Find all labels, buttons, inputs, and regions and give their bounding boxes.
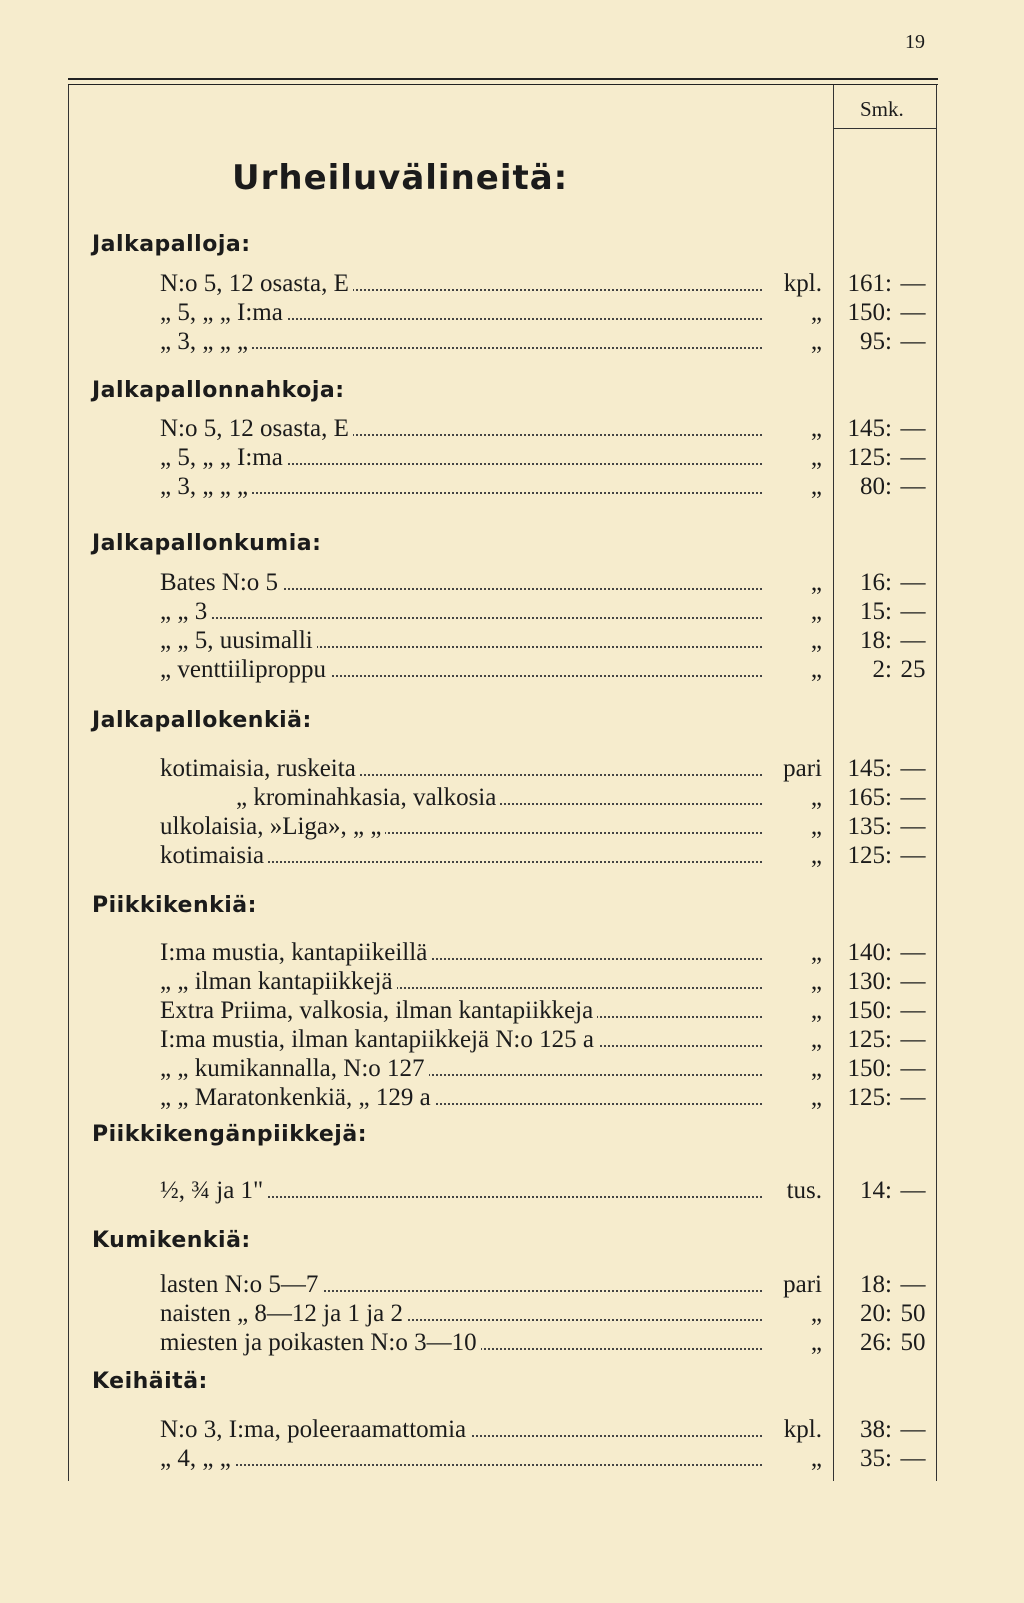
item-unit: pari xyxy=(783,755,822,782)
price-markka: 135: xyxy=(847,813,892,840)
item-description xyxy=(160,1054,762,1083)
item-description xyxy=(236,783,762,812)
price-pennia: — xyxy=(900,1271,926,1298)
price-pennia: — xyxy=(900,1445,926,1472)
price-markka: 26: xyxy=(860,1329,892,1356)
list-item xyxy=(160,1328,762,1357)
item-description xyxy=(160,841,762,870)
list-item xyxy=(160,327,762,356)
table-right-border xyxy=(936,85,937,1481)
list-item xyxy=(160,655,762,684)
price-markka: 150: xyxy=(847,1055,892,1082)
item-description xyxy=(160,996,762,1025)
price-markka: 145: xyxy=(847,415,892,442)
list-item xyxy=(160,1299,762,1328)
item-unit: „ xyxy=(810,1055,822,1082)
price-pennia: — xyxy=(900,968,926,995)
list-item xyxy=(160,269,762,298)
price-markka: 161: xyxy=(847,270,892,297)
price-markka: 125: xyxy=(847,444,892,471)
price-pennia: — xyxy=(900,444,926,471)
item-description xyxy=(160,1176,762,1205)
item-unit: kpl. xyxy=(783,1416,822,1443)
item-description-text: „ krominahkasia, valkosia xyxy=(236,784,500,811)
item-description-text: ½, ¾ ja 1" xyxy=(160,1177,267,1204)
price-markka: 14: xyxy=(860,1177,892,1204)
item-description xyxy=(160,626,762,655)
price-markka: 38: xyxy=(860,1416,892,1443)
list-item xyxy=(160,298,762,327)
price-column-border xyxy=(833,85,834,1481)
item-description-text: „ „ 3 xyxy=(160,598,211,625)
item-description xyxy=(160,414,762,443)
item-unit: kpl. xyxy=(783,270,822,297)
item-description-text: miesten ja poikasten N:o 3—10 xyxy=(160,1329,481,1356)
item-description xyxy=(160,1025,762,1054)
item-unit: „ xyxy=(810,598,822,625)
item-description xyxy=(160,1270,762,1299)
item-description-text: „ 4, „ „ xyxy=(160,1445,235,1472)
item-description xyxy=(160,327,762,356)
price-pennia: 50 xyxy=(900,1300,926,1327)
item-description xyxy=(160,1299,762,1328)
price-pennia: 50 xyxy=(900,1329,926,1356)
item-unit: „ xyxy=(810,656,822,683)
list-item xyxy=(160,938,762,967)
page-number: 19 xyxy=(905,31,925,53)
list-item xyxy=(160,1025,762,1054)
price-markka: 125: xyxy=(847,1026,892,1053)
item-description-text: Extra Priima, valkosia, ilman kantapiikkeja xyxy=(160,997,597,1024)
list-item xyxy=(160,967,762,996)
item-unit: „ xyxy=(810,1329,822,1356)
header-rule xyxy=(68,78,938,85)
price-markka: 18: xyxy=(860,1271,892,1298)
item-unit: „ xyxy=(810,569,822,596)
price-markka: 125: xyxy=(847,1084,892,1111)
item-description xyxy=(160,298,762,327)
currency-header: Smk. xyxy=(860,97,904,121)
item-description-text: kotimaisia, ruskeita xyxy=(160,755,360,782)
list-item xyxy=(160,754,762,783)
item-description xyxy=(160,938,762,967)
item-unit: „ xyxy=(810,328,822,355)
item-description-text: I:ma mustia, ilman kantapiikkejä N:o 125 a xyxy=(160,1026,598,1053)
item-unit: „ xyxy=(810,444,822,471)
price-markka: 165: xyxy=(847,784,892,811)
price-pennia: — xyxy=(900,842,926,869)
price-markka: 20: xyxy=(860,1300,892,1327)
price-markka: 18: xyxy=(860,627,892,654)
item-description-text: I:ma mustia, kantapiikeillä xyxy=(160,939,431,966)
item-description-text: „ venttiiliproppu xyxy=(160,656,330,683)
item-description-text: „ 5, „ „ I:ma xyxy=(160,299,287,326)
list-item xyxy=(236,783,762,812)
price-pennia: — xyxy=(900,598,926,625)
price-markka: 145: xyxy=(847,755,892,782)
price-markka: 95: xyxy=(860,328,892,355)
list-item xyxy=(160,1270,762,1299)
list-item xyxy=(160,443,762,472)
list-item xyxy=(160,996,762,1025)
item-unit: „ xyxy=(810,997,822,1024)
item-unit: „ xyxy=(810,1026,822,1053)
section-heading: Kumikenkiä: xyxy=(92,1228,251,1253)
price-markka: 130: xyxy=(847,968,892,995)
price-pennia: — xyxy=(900,270,926,297)
item-description xyxy=(160,597,762,626)
price-markka: 80: xyxy=(860,473,892,500)
item-description xyxy=(160,754,762,783)
list-item xyxy=(160,1176,762,1205)
item-description-text: ulkolaisia, »Liga», „ „ xyxy=(160,813,385,840)
item-description xyxy=(160,655,762,684)
item-description xyxy=(160,1083,762,1112)
table-left-border xyxy=(68,85,69,1481)
price-markka: 16: xyxy=(860,569,892,596)
price-markka: 140: xyxy=(847,939,892,966)
price-pennia: — xyxy=(900,755,926,782)
price-markka: 15: xyxy=(860,598,892,625)
item-description xyxy=(160,967,762,996)
item-description xyxy=(160,812,762,841)
list-item xyxy=(160,841,762,870)
item-description-text: N:o 5, 12 osasta, E xyxy=(160,415,353,442)
item-unit: „ xyxy=(810,1084,822,1111)
item-description-text: lasten N:o 5—7 xyxy=(160,1271,322,1298)
price-pennia: — xyxy=(900,1416,926,1443)
item-description-text: N:o 5, 12 osasta, E xyxy=(160,270,353,297)
list-item xyxy=(160,812,762,841)
price-pennia: — xyxy=(900,415,926,442)
price-pennia: — xyxy=(900,328,926,355)
price-markka: 35: xyxy=(860,1445,892,1472)
item-unit: „ xyxy=(810,1445,822,1472)
list-item xyxy=(160,1083,762,1112)
item-description xyxy=(160,472,762,501)
section-heading: Piikkikengänpiikkejä: xyxy=(92,1122,367,1147)
list-item xyxy=(160,597,762,626)
list-item xyxy=(160,626,762,655)
page-title: Urheiluvälineitä: xyxy=(232,158,569,198)
price-markka: 150: xyxy=(847,997,892,1024)
price-markka: 2: xyxy=(872,656,892,683)
item-description-text: „ „ kumikannalla, N:o 127 xyxy=(160,1055,429,1082)
price-pennia: — xyxy=(900,569,926,596)
item-description-text: „ 3, „ „ „ xyxy=(160,328,252,355)
item-description-text: „ 5, „ „ I:ma xyxy=(160,444,287,471)
price-pennia: — xyxy=(900,939,926,966)
item-unit: „ xyxy=(810,473,822,500)
item-description-text: N:o 3, I:ma, poleeraamattomia xyxy=(160,1416,470,1443)
item-unit: „ xyxy=(810,627,822,654)
price-pennia: — xyxy=(900,473,926,500)
section-heading: Jalkapallonkumia: xyxy=(92,531,322,556)
section-heading: Keihäitä: xyxy=(92,1369,208,1394)
item-unit: „ xyxy=(810,784,822,811)
item-description xyxy=(160,1328,762,1357)
item-description-text: „ 3, „ „ „ xyxy=(160,473,252,500)
list-item xyxy=(160,1444,762,1473)
price-pennia: — xyxy=(900,627,926,654)
price-pennia: — xyxy=(900,1177,926,1204)
item-description-text: naisten „ 8—12 ja 1 ja 2 xyxy=(160,1300,407,1327)
item-unit: „ xyxy=(810,415,822,442)
section-heading: Jalkapallonnahkoja: xyxy=(92,378,345,403)
list-item xyxy=(160,568,762,597)
item-description xyxy=(160,568,762,597)
price-pennia: — xyxy=(900,1026,926,1053)
item-description-text: „ „ Maratonkenkiä, „ 129 a xyxy=(160,1084,435,1111)
currency-header-rule xyxy=(833,128,936,129)
price-markka: 150: xyxy=(847,299,892,326)
item-description-text: Bates N:o 5 xyxy=(160,569,282,596)
item-unit: „ xyxy=(810,299,822,326)
item-description xyxy=(160,1444,762,1473)
item-unit: „ xyxy=(810,1300,822,1327)
price-pennia: — xyxy=(900,1084,926,1111)
price-pennia: 25 xyxy=(900,656,926,683)
list-item xyxy=(160,472,762,501)
section-heading: Jalkapallokenkiä: xyxy=(92,708,312,733)
section-heading: Piikkikenkiä: xyxy=(92,893,257,918)
item-description xyxy=(160,443,762,472)
list-item xyxy=(160,1415,762,1444)
list-item xyxy=(160,1054,762,1083)
item-unit: tus. xyxy=(786,1177,822,1204)
list-item xyxy=(160,414,762,443)
item-description xyxy=(160,1415,762,1444)
item-unit: pari xyxy=(783,1271,822,1298)
price-pennia: — xyxy=(900,1055,926,1082)
item-description-text: kotimaisia xyxy=(160,842,268,869)
item-unit: „ xyxy=(810,813,822,840)
item-unit: „ xyxy=(810,939,822,966)
item-description-text: „ „ ilman kantapiikkejä xyxy=(160,968,397,995)
price-pennia: — xyxy=(900,784,926,811)
price-pennia: — xyxy=(900,813,926,840)
item-unit: „ xyxy=(810,968,822,995)
price-pennia: — xyxy=(900,997,926,1024)
price-pennia: — xyxy=(900,299,926,326)
price-markka: 125: xyxy=(847,842,892,869)
section-heading: Jalkapalloja: xyxy=(92,232,251,257)
item-description xyxy=(160,269,762,298)
item-description-text: „ „ 5, uusimalli xyxy=(160,627,317,654)
item-unit: „ xyxy=(810,842,822,869)
